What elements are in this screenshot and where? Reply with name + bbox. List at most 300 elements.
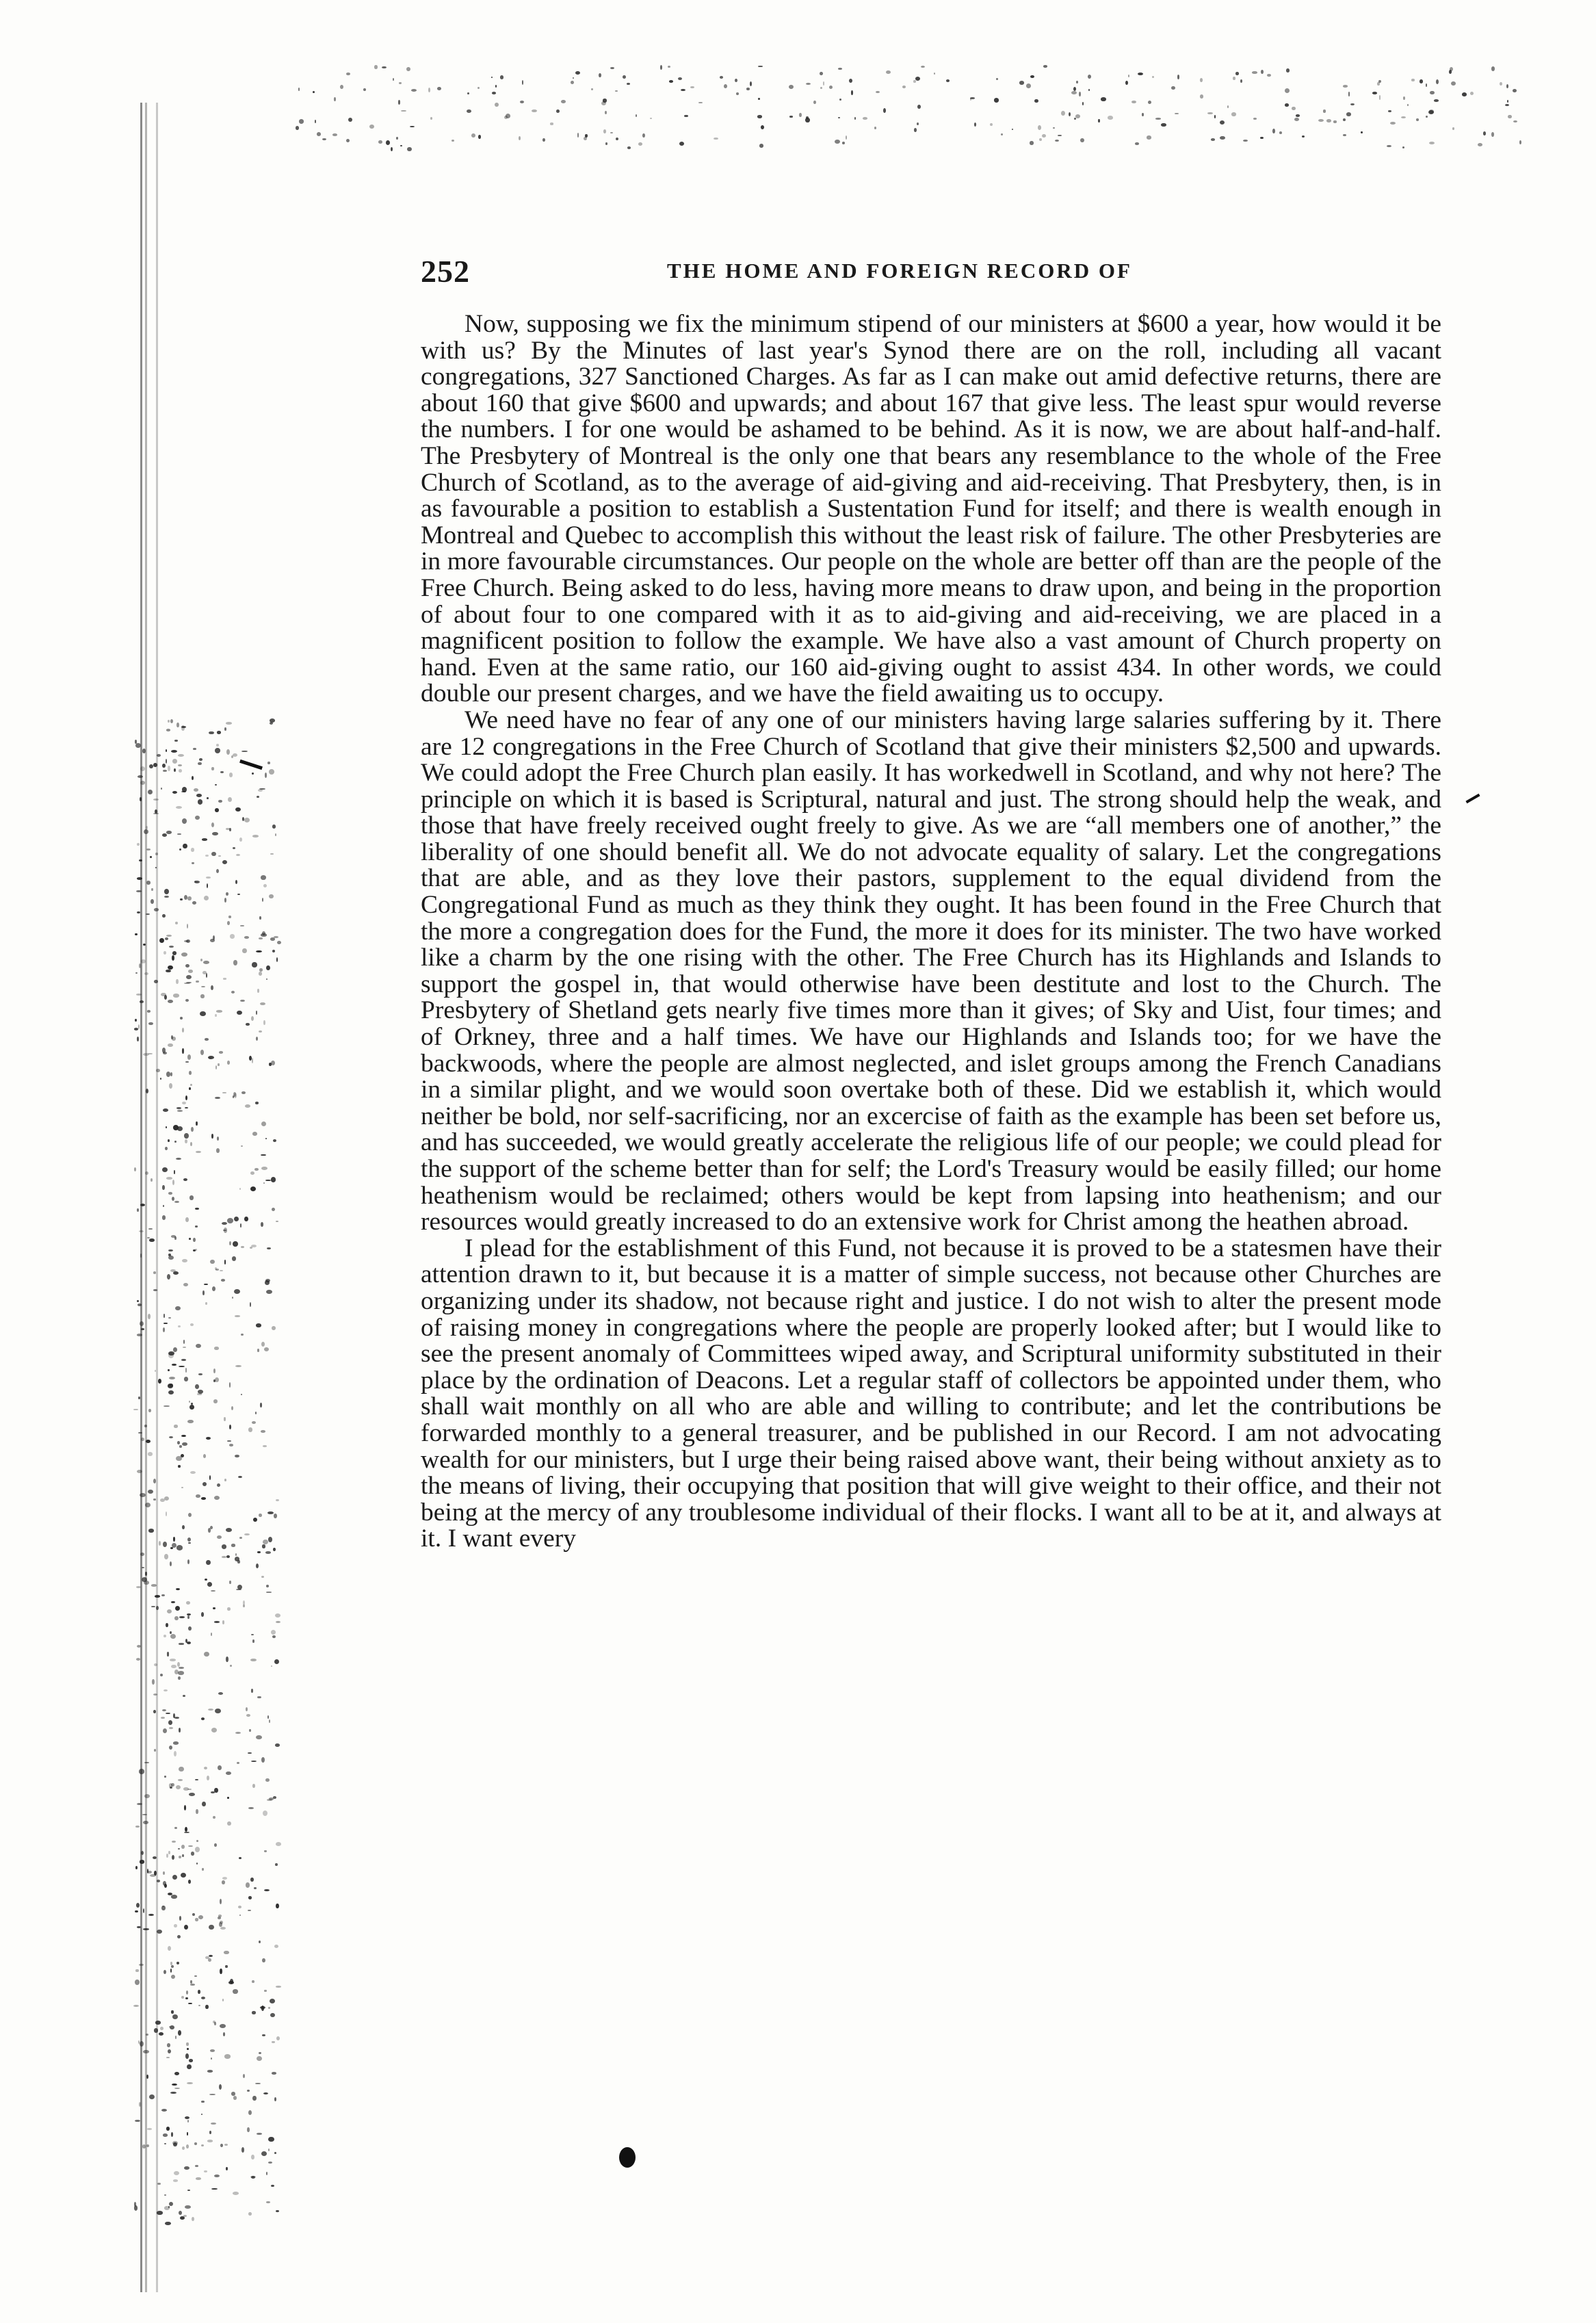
scan-speck xyxy=(185,999,189,1002)
scan-speck xyxy=(213,1368,215,1373)
scan-speck xyxy=(173,1125,179,1130)
scan-speck xyxy=(134,1167,136,1171)
scan-speck xyxy=(243,2074,246,2078)
scan-speck xyxy=(166,1511,167,1516)
scan-speck xyxy=(231,1406,234,1411)
scan-speck xyxy=(153,1271,156,1274)
scan-speck xyxy=(1177,75,1180,79)
scan-speck xyxy=(169,2202,173,2206)
scan-speck xyxy=(265,1778,270,1782)
scan-speck xyxy=(140,1321,144,1326)
scan-speck xyxy=(849,79,852,83)
scan-speck xyxy=(240,1223,242,1228)
scan-speck xyxy=(946,79,950,82)
scan-speck xyxy=(181,726,186,728)
scan-speck xyxy=(196,1344,201,1348)
scan-speck xyxy=(166,831,172,834)
scan-speck xyxy=(214,1347,218,1349)
scan-speck xyxy=(264,1347,269,1351)
scan-speck xyxy=(165,937,168,940)
scan-speck xyxy=(178,1676,181,1680)
scan-speck xyxy=(184,2166,189,2170)
scan-speck xyxy=(172,1875,177,1880)
scan-speck xyxy=(171,750,177,753)
scan-speck xyxy=(170,1659,176,1661)
scan-speck xyxy=(173,994,179,997)
scan-speck xyxy=(196,1494,200,1497)
scan-speck xyxy=(1272,129,1275,133)
scan-speck xyxy=(245,1104,250,1108)
scan-speck xyxy=(151,899,154,904)
scan-speck xyxy=(252,1421,256,1424)
scan-speck xyxy=(1372,92,1377,94)
scan-speck xyxy=(189,1238,191,1239)
scan-speck xyxy=(252,1784,255,1788)
scan-speck xyxy=(224,1951,228,1954)
scan-speck xyxy=(187,2190,190,2191)
scan-speck xyxy=(171,1975,175,1979)
scan-speck xyxy=(145,1572,147,1575)
scan-speck xyxy=(264,1990,267,1992)
scan-speck xyxy=(222,1880,225,1884)
scan-speck xyxy=(1279,131,1282,134)
scan-speck xyxy=(215,1065,217,1069)
paragraph: Now, supposing we fix the minimum stipend of our ministers at $600 a year, how would it be with us? By the Minutes of last year's Synod there are on the roll, including all vacant congregations, 327 Sanctioned Charges. As far as I can make out amid defective returns, there are about 160 that give $600 and upwards; and about 167 that give less. The least spur would reverse the numbers. I for one would be ashamed to be behind. As it is now, we are about half-and-half. The Presbytery of Montreal is the only one that bears any resemblance to the whole of the Free Church of Scotland, as to the average of aid-giving and aid-receiving. That Presbytery, then, is in as favourable a position to establish a Sustentation Fund for itself; and there is wealth enough in Montreal and Quebec to accomplish this without the least risk of failure. The other Presbyteries are in more favourable circumstances. Our people on the whole are better off than are the people of the Free Church. Being asked to do less, having more means to draw upon, and being in the proportion of about four to one compared with it as to aid-giving and aid-receiving, we are placed in a magnificent position to follow the example. We have also a vast amount of Church property on hand. Even at the same ratio, our 160 aid-giving ought to assist 434. In other words, we could double our present charges, and we have the field awaiting us to occupy. xyxy=(421,310,1441,708)
scan-speck xyxy=(584,137,587,140)
scan-speck xyxy=(1075,114,1080,118)
scan-speck xyxy=(184,940,189,943)
scan-speck xyxy=(168,1893,172,1895)
scan-speck xyxy=(522,80,523,84)
scan-speck xyxy=(276,1904,279,1909)
scan-speck xyxy=(736,92,739,95)
scan-speck xyxy=(165,2222,171,2226)
scan-speck xyxy=(224,1479,226,1481)
scan-speck xyxy=(138,1303,142,1306)
scan-speck xyxy=(202,838,207,840)
scan-speck xyxy=(133,1409,138,1411)
scan-speck xyxy=(374,65,378,69)
scan-speck xyxy=(241,2147,244,2152)
scan-speck xyxy=(198,762,201,766)
scan-speck xyxy=(139,1769,145,1774)
scan-speck xyxy=(886,70,891,75)
scan-speck xyxy=(201,2101,205,2103)
scan-speck xyxy=(226,892,228,896)
scan-speck xyxy=(176,1456,181,1461)
scan-speck xyxy=(267,1511,274,1515)
scan-speck xyxy=(201,986,205,987)
scan-speck xyxy=(917,105,921,109)
scan-speck xyxy=(1346,112,1352,116)
scan-speck xyxy=(193,748,196,750)
scan-speck xyxy=(214,1843,216,1847)
scan-speck xyxy=(200,994,204,998)
scan-speck xyxy=(262,1958,265,1963)
scan-speck xyxy=(296,126,300,130)
scan-speck xyxy=(1171,86,1175,90)
scan-speck xyxy=(467,109,471,113)
scan-speck xyxy=(1260,137,1264,139)
scan-speck xyxy=(340,85,343,89)
scan-speck xyxy=(147,2128,152,2130)
scan-speck xyxy=(157,2211,163,2214)
scan-speck xyxy=(235,1732,241,1735)
scan-speck xyxy=(228,916,232,918)
paragraph: We need have no fear of any one of our ministers having large salaries suffering by it. There are 12 congregations in the Free Church of Scotland that give their ministers $2,500 and upwards. We could adopt the Free Church plan easily. It has workedwell in Scotland, and why not here? The principle on which it is based is Scriptural, natural and just. The strong should help the weak, and those that have freely received ought freely to give. As we are “all members one of another,” the liberality of one should benefit all. We do not advocate equality of salary. Let the congregations that are able, and as they love their pastors, supplement to the equal dividend from the Congregational Fund as much as they think they ought. It has been found in the Free Church that the more a congregation does for the Fund, the more it does for its minister. The two have worked like a charm by the one rising with the other. The Free Church has its Highlands and Islands to support the gospel in, that would otherwise have been destitute and lost to the Church. The Presbytery of Shetland gets nearly five times more than it gives; of Sky and Uist, four times; and of Orkney, three and a half times. We have our Highlands and Islands too; for we have the backwoods, where the people are almost neglected, and islet groups among the French Canadians in a similar plight, and we would soon overtake both of these. Did we establish it, which would neither be bold, nor self-sacrificing, nor an excercise of faith as the example has been set before us, and has succeeded, we would greatly accelerate the religious life of our people; we could plead for the support of the scheme better than for self; the Lord's Treasury would be easily filled; our home heathenism would be reclaimed; others would be kept from lapsing into heathenism; and our resources would greatly increased to do an extensive work for Christ among the heathen abroad. xyxy=(421,705,1441,1236)
scan-speck xyxy=(220,1969,222,1974)
scan-speck xyxy=(168,1384,173,1388)
scan-speck xyxy=(205,2005,208,2010)
scan-speck xyxy=(190,1471,196,1474)
scan-speck xyxy=(189,1071,192,1074)
scan-speck xyxy=(181,1873,187,1878)
scan-speck xyxy=(478,135,481,138)
scan-speck xyxy=(264,1889,270,1891)
scan-speck xyxy=(195,816,200,820)
scan-speck xyxy=(177,1935,181,1938)
scan-speck xyxy=(428,88,430,92)
scan-speck xyxy=(174,1827,177,1829)
scan-speck xyxy=(690,86,694,88)
scan-speck xyxy=(195,1779,199,1781)
scan-speck xyxy=(172,1855,174,1860)
scan-speck xyxy=(181,1996,184,1999)
scan-speck xyxy=(185,1997,188,2000)
scan-speck xyxy=(169,1377,175,1379)
scan-speck xyxy=(211,2058,212,2060)
scan-speck xyxy=(235,807,241,812)
scan-speck xyxy=(1434,99,1439,102)
scan-speck xyxy=(261,1167,267,1170)
scan-speck xyxy=(186,982,192,984)
scan-speck xyxy=(714,138,718,140)
scan-speck xyxy=(172,1037,175,1041)
scan-speck xyxy=(750,81,752,86)
scan-speck xyxy=(270,853,273,855)
scan-speck xyxy=(758,66,763,68)
scan-speck xyxy=(170,1269,175,1272)
scan-speck xyxy=(1019,81,1025,85)
scan-speck xyxy=(214,1788,218,1793)
scan-speck xyxy=(164,1554,168,1559)
scan-speck xyxy=(266,978,267,980)
scan-speck xyxy=(247,2090,250,2092)
scan-speck xyxy=(163,2133,168,2136)
scan-speck xyxy=(166,2127,170,2131)
scan-speck xyxy=(182,818,187,824)
scan-speck xyxy=(863,117,867,120)
scan-speck xyxy=(187,924,188,929)
scan-speck xyxy=(144,1762,149,1764)
scan-speck xyxy=(155,867,157,868)
scan-speck xyxy=(268,2007,270,2008)
scan-speck xyxy=(143,944,145,946)
scan-speck xyxy=(266,2172,267,2175)
scan-speck xyxy=(260,2006,265,2010)
scan-speck xyxy=(276,1221,278,1223)
scan-speck xyxy=(227,1797,228,1799)
scan-speck xyxy=(144,972,148,975)
scan-speck xyxy=(168,720,170,723)
scan-speck xyxy=(138,1024,140,1029)
scan-speck xyxy=(178,1848,180,1850)
scan-speck xyxy=(239,1857,242,1859)
scan-speck xyxy=(173,2179,178,2181)
scan-speck xyxy=(175,1306,181,1310)
scan-speck xyxy=(185,1639,187,1643)
scan-speck xyxy=(198,1915,204,1919)
scan-speck xyxy=(250,1659,257,1662)
scan-speck xyxy=(246,1714,250,1717)
scan-speck xyxy=(237,1011,242,1015)
scan-speck xyxy=(188,2003,192,2004)
scan-speck xyxy=(256,1011,258,1015)
scan-speck xyxy=(178,1671,183,1675)
scan-speck xyxy=(170,1072,172,1076)
scan-speck xyxy=(179,1616,185,1618)
scan-speck xyxy=(184,1805,186,1811)
scan-speck xyxy=(1030,141,1034,144)
scan-speck xyxy=(187,2082,192,2084)
scan-speck xyxy=(163,1542,167,1547)
scan-speck xyxy=(141,1851,144,1855)
scan-speck xyxy=(218,800,222,803)
scan-speck xyxy=(252,2096,257,2101)
scan-speck xyxy=(215,808,220,812)
article-body xyxy=(421,311,1441,1553)
scan-speck xyxy=(206,1437,211,1440)
scan-speck xyxy=(299,119,304,123)
scan-speck xyxy=(1138,73,1143,75)
scan-speck xyxy=(181,1487,184,1488)
scan-speck xyxy=(230,1665,232,1667)
scan-speck xyxy=(185,1217,189,1222)
scan-speck xyxy=(153,1498,155,1501)
scan-speck xyxy=(196,1121,197,1126)
scan-speck xyxy=(1043,65,1047,67)
scan-speck xyxy=(169,1746,172,1750)
scan-speck xyxy=(1519,140,1521,144)
scan-speck xyxy=(1348,92,1350,96)
scan-speck xyxy=(386,140,390,145)
scan-speck xyxy=(204,1767,207,1769)
scan-speck xyxy=(1491,66,1495,71)
scan-speck xyxy=(1478,143,1482,146)
scan-speck xyxy=(605,111,607,115)
scan-speck xyxy=(182,1442,187,1446)
scan-speck xyxy=(1161,123,1166,127)
scan-speck xyxy=(274,1659,279,1664)
scan-speck xyxy=(149,2094,155,2099)
scan-speck xyxy=(400,145,402,146)
scan-speck xyxy=(571,81,574,84)
scan-speck xyxy=(452,140,454,142)
scan-speck xyxy=(187,2064,191,2069)
scan-speck xyxy=(162,764,166,768)
scan-speck xyxy=(159,2032,163,2036)
scan-speck xyxy=(185,964,190,968)
scan-speck xyxy=(1135,142,1138,145)
scan-speck xyxy=(259,937,262,939)
scan-speck xyxy=(1436,79,1439,83)
scan-speck xyxy=(163,1689,168,1691)
scan-speck xyxy=(164,2206,170,2209)
scan-speck xyxy=(838,68,842,70)
scan-speck xyxy=(178,1779,183,1781)
scan-speck xyxy=(994,98,999,102)
scan-speck xyxy=(211,822,214,827)
scan-speck xyxy=(1058,135,1062,136)
scan-speck xyxy=(271,1177,276,1182)
scan-speck xyxy=(139,2102,141,2107)
scan-speck xyxy=(162,1167,168,1172)
scan-speck xyxy=(237,1560,240,1563)
scan-speck xyxy=(209,731,213,735)
scan-speck xyxy=(219,1922,222,1927)
scan-speck xyxy=(175,1606,180,1611)
scan-speck xyxy=(262,1544,266,1548)
scan-speck xyxy=(257,796,259,798)
scan-speck xyxy=(148,1490,153,1494)
scan-speck xyxy=(164,995,167,1000)
scan-speck xyxy=(188,970,193,974)
scan-speck xyxy=(244,1217,248,1221)
scan-speck xyxy=(164,1776,166,1778)
scan-speck xyxy=(192,1913,195,1916)
scan-speck xyxy=(1012,129,1013,130)
scan-speck xyxy=(261,1154,266,1156)
scan-speck xyxy=(140,1493,146,1497)
scan-speck xyxy=(144,1794,150,1798)
scan-speck xyxy=(155,2021,161,2024)
scan-speck xyxy=(478,87,480,89)
scan-speck xyxy=(183,844,187,848)
scan-speck xyxy=(273,1139,276,1143)
scan-speck xyxy=(1285,88,1290,93)
scan-speck xyxy=(173,2142,177,2147)
scan-speck xyxy=(678,77,682,80)
scan-speck xyxy=(247,2127,249,2132)
scan-speck xyxy=(159,1541,161,1545)
scan-speck xyxy=(240,925,244,927)
scan-speck xyxy=(248,1807,253,1809)
scan-speck xyxy=(1155,118,1161,120)
scan-speck xyxy=(211,1590,215,1592)
scan-speck xyxy=(194,788,198,792)
scan-speck xyxy=(144,829,148,834)
scan-speck xyxy=(226,1528,231,1532)
scan-speck xyxy=(135,1969,138,1973)
scan-speck xyxy=(269,1719,270,1723)
scan-speck xyxy=(195,1208,199,1209)
scan-speck xyxy=(140,1000,144,1002)
running-head: THE HOME AND FOREIGN RECORD OF xyxy=(667,259,1132,283)
scan-speck xyxy=(179,1366,185,1367)
scan-speck xyxy=(160,1674,163,1676)
scan-speck xyxy=(188,1880,191,1883)
scan-speck xyxy=(211,1633,213,1637)
scan-speck xyxy=(198,799,202,804)
scan-speck xyxy=(216,1148,220,1153)
scan-speck xyxy=(196,981,198,983)
scan-speck xyxy=(211,2188,218,2190)
scan-speck xyxy=(1387,145,1391,147)
scan-speck xyxy=(175,2036,176,2039)
scan-speck xyxy=(759,144,763,148)
scan-speck xyxy=(1411,79,1414,81)
scan-speck xyxy=(266,1592,271,1594)
scan-speck xyxy=(241,1145,243,1147)
scan-speck xyxy=(276,1842,281,1846)
scan-speck xyxy=(148,1529,154,1532)
scan-speck xyxy=(215,1709,221,1713)
scan-speck xyxy=(164,2143,166,2145)
scan-speck xyxy=(213,935,215,940)
scan-speck xyxy=(186,1990,188,1995)
scan-speck xyxy=(201,1997,205,1999)
scan-speck xyxy=(251,1634,253,1636)
scan-speck xyxy=(262,2034,265,2036)
page-number: 252 xyxy=(421,254,470,289)
scan-speck xyxy=(244,1533,250,1536)
scan-speck xyxy=(137,1334,142,1336)
scan-speck xyxy=(171,2010,173,2013)
scan-speck xyxy=(267,1799,272,1802)
scan-speck xyxy=(252,962,257,968)
scan-speck xyxy=(189,1401,191,1403)
scan-speck xyxy=(135,933,137,936)
scan-speck xyxy=(271,2185,275,2188)
scan-speck xyxy=(157,2183,160,2185)
scan-speck xyxy=(178,754,183,757)
scan-speck xyxy=(495,103,499,107)
scan-speck xyxy=(229,828,232,831)
scan-speck xyxy=(187,1054,191,1060)
scan-speck xyxy=(135,1019,136,1022)
scan-speck xyxy=(146,913,150,915)
scan-speck xyxy=(268,2162,273,2164)
scan-speck xyxy=(150,856,153,858)
scan-speck xyxy=(174,768,176,772)
scan-speck xyxy=(168,2049,171,2053)
scan-speck xyxy=(1214,115,1216,118)
scan-speck xyxy=(172,2084,176,2086)
scan-speck xyxy=(251,1689,254,1692)
scan-speck xyxy=(244,936,249,939)
scan-speck xyxy=(650,118,652,120)
scan-speck xyxy=(268,1537,272,1542)
scan-speck xyxy=(410,126,415,127)
scan-speck xyxy=(1491,132,1494,137)
scan-speck xyxy=(134,2202,136,2207)
scan-speck xyxy=(396,137,398,140)
scan-speck xyxy=(1200,78,1203,82)
scan-speck xyxy=(187,1789,192,1790)
scan-speck xyxy=(204,1284,208,1285)
scan-speck xyxy=(148,1409,151,1412)
scan-speck xyxy=(163,1728,167,1733)
scan-speck xyxy=(212,832,218,835)
scan-speck xyxy=(231,991,235,994)
scan-speck xyxy=(248,2212,251,2216)
scan-speck xyxy=(146,1089,148,1093)
scan-speck xyxy=(251,1761,257,1762)
scan-speck xyxy=(209,1955,213,1957)
scan-speck xyxy=(185,2205,191,2209)
scan-speck xyxy=(190,1142,192,1146)
scan-speck xyxy=(143,1928,148,1930)
